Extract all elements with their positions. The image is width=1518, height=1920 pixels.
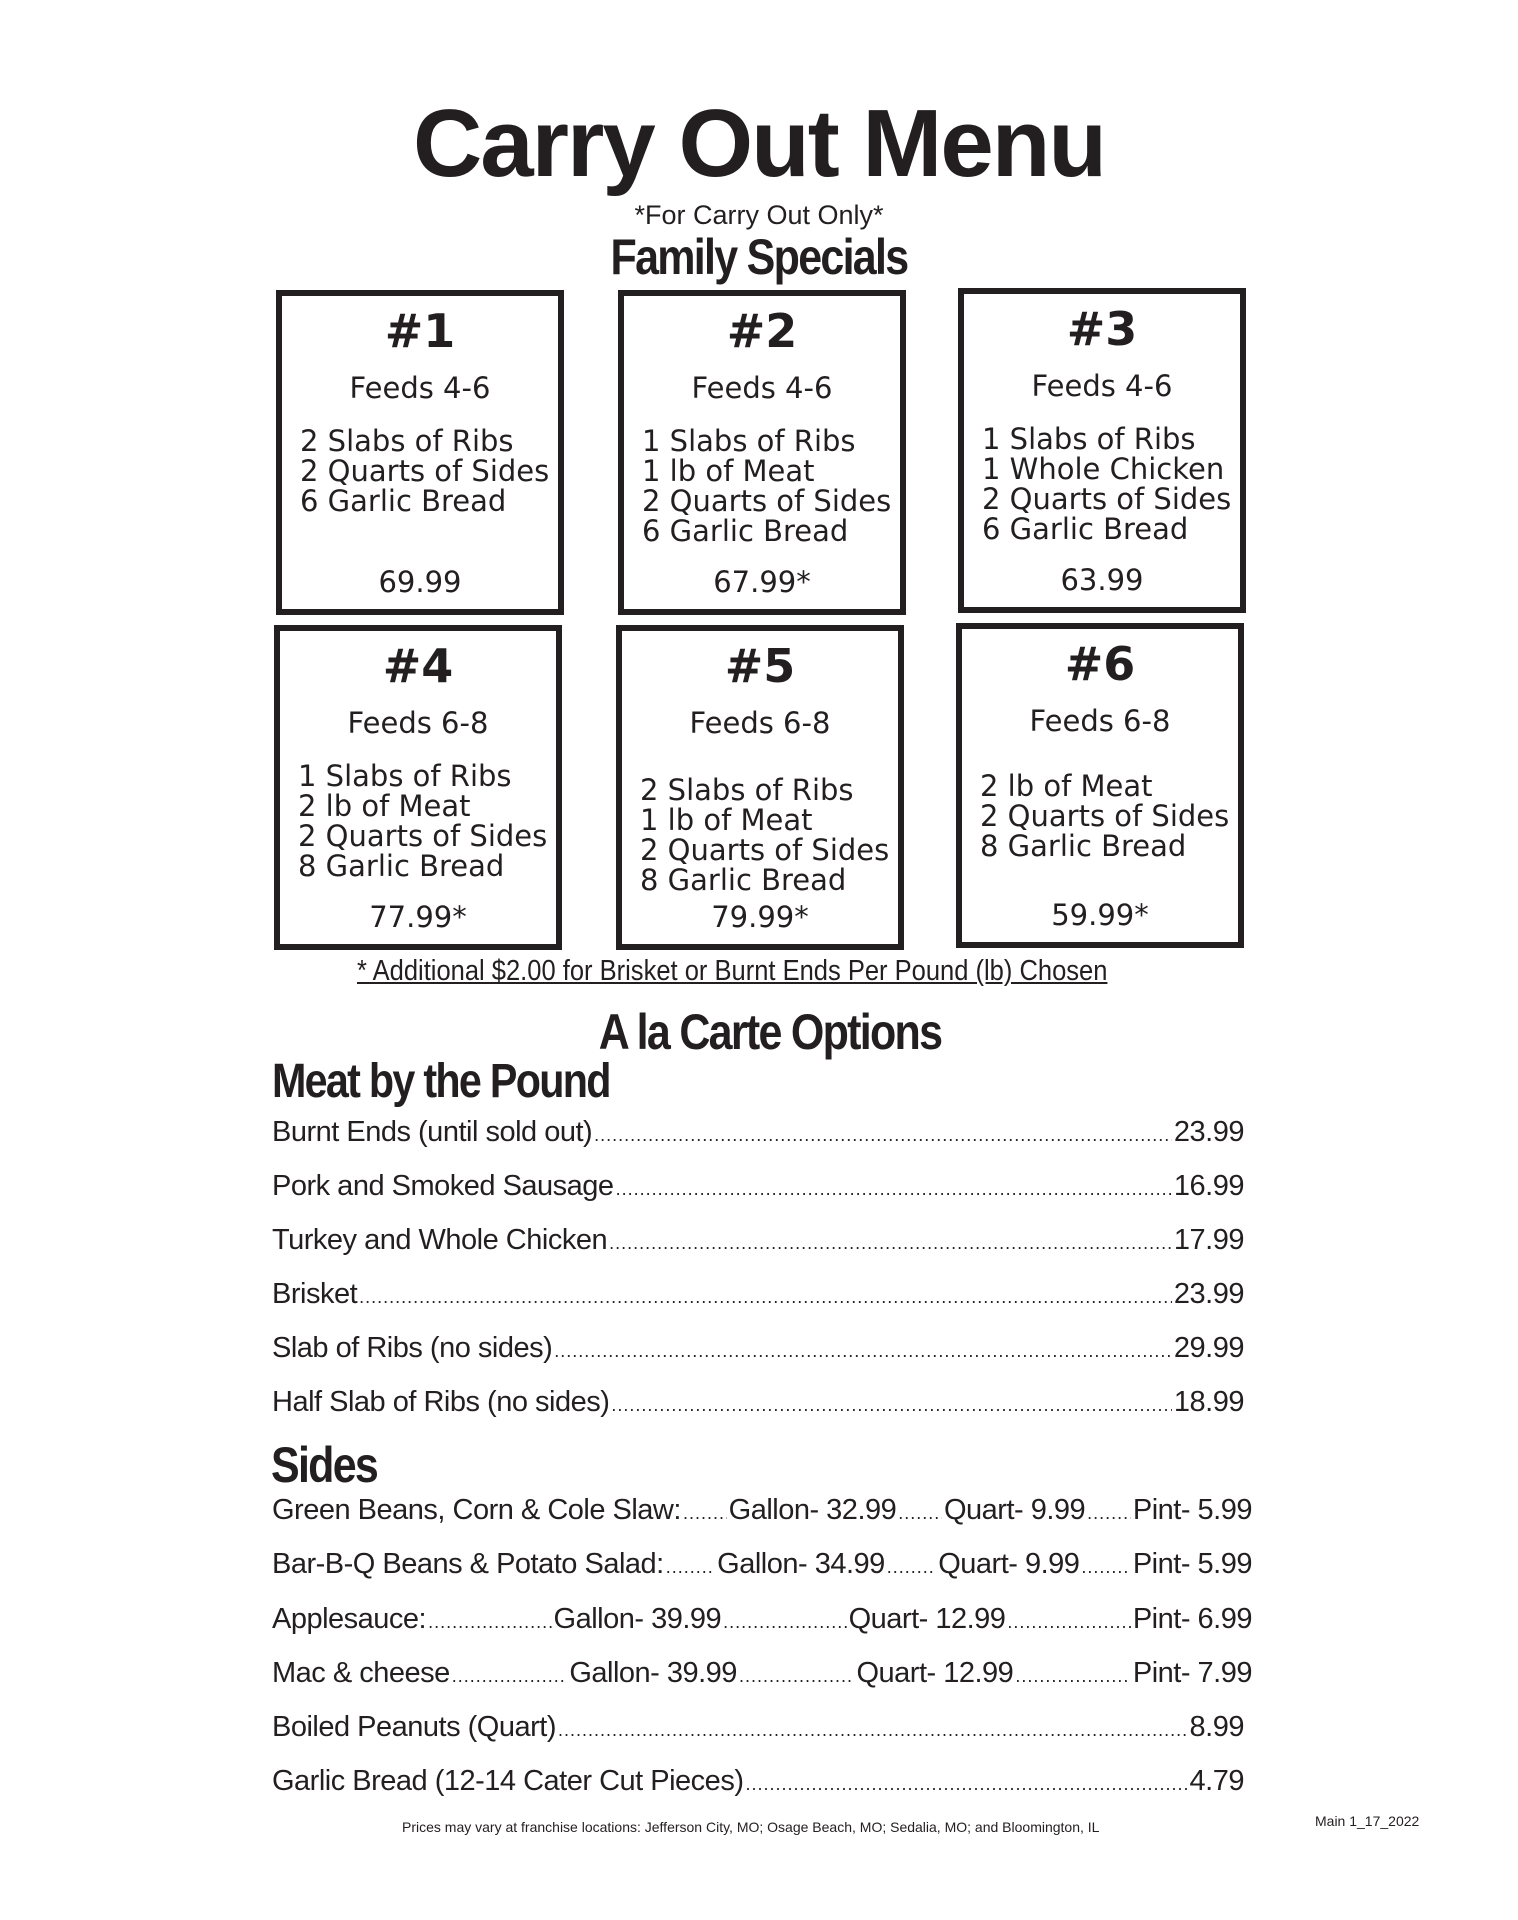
pint-price: Pint- 6.99 [1132,1603,1252,1635]
a-la-carte-heading: A la Carte Options [598,1004,942,1060]
special-item: 1 Whole Chicken [982,452,1225,486]
specials-footnote: * Additional $2.00 for Brisket or Burnt Ends Per Pound (lb) Chosen [357,955,1108,987]
leader-dots [554,1342,1172,1360]
quart-price: Quart- 9.99 [938,1548,1080,1580]
version-label: Main 1_17_2022 [1315,1813,1420,1829]
special-item: 8 Garlic Bread [980,829,1187,863]
item-label: Pork and Smoked Sausage [272,1170,614,1202]
page-title: Carry Out Menu [412,90,1106,197]
leader-dots [1081,1558,1130,1576]
item-price: 8.99 [1189,1711,1244,1743]
special-card-5 [616,625,904,950]
item-label: Applesauce: [272,1603,427,1635]
menu-row [272,1767,1244,1796]
leader-dots [683,1504,727,1522]
special-card-4 [274,625,562,950]
special-item: 2 lb of Meat [980,769,1153,803]
item-label: Boiled Peanuts (Quart) [272,1711,556,1743]
special-item: 2 lb of Meat [298,789,471,823]
leader-dots [1007,1613,1130,1631]
special-feeds: Feeds 6-8 [689,706,831,740]
special-price: 63.99 [1060,563,1144,597]
special-items [300,426,549,516]
side-row [272,1550,1252,1579]
leader-dots [745,1775,1187,1793]
quart-price: Quart- 12.99 [856,1657,1014,1689]
item-label: Turkey and Whole Chicken [272,1224,608,1256]
leader-dots [359,1288,1172,1306]
franchise-disclaimer: Prices may vary at franchise locations: Jefferson City, MO; Osage Beach, MO; Sedalia, MO; and Bloomington, IL [402,1819,1100,1835]
special-item: 1 lb of Meat [640,803,813,837]
special-item: 2 Quarts of Sides [982,482,1232,516]
gallon-price: Gallon- 34.99 [717,1548,885,1580]
menu-row [272,1118,1244,1147]
page-subtitle: *For Carry Out Only* [634,200,884,230]
leader-dots [558,1721,1188,1739]
leader-dots [898,1504,942,1522]
family-specials-heading: Family Specials [610,229,908,285]
special-item: 2 Slabs of Ribs [640,773,854,807]
special-item: 1 Slabs of Ribs [298,759,512,793]
special-item: 2 Quarts of Sides [300,454,550,488]
gallon-price: Gallon- 39.99 [553,1603,722,1635]
special-number: #2 [726,304,798,358]
special-feeds: Feeds 4-6 [349,371,491,405]
special-number: #1 [384,304,456,358]
special-items [982,424,1231,544]
meat-section-heading: Meat by the Pound [272,1055,610,1108]
special-feeds: Feeds 6-8 [347,706,489,740]
side-row [272,1496,1252,1525]
leader-dots [594,1126,1172,1144]
special-card-1 [276,290,564,615]
special-card-6 [956,623,1244,948]
menu-row [272,1172,1244,1201]
menu-row [272,1713,1244,1742]
special-item: 6 Garlic Bread [642,514,849,548]
leader-dots [1087,1504,1131,1522]
quart-price: Quart- 9.99 [943,1494,1086,1526]
item-price: 16.99 [1173,1170,1244,1202]
gallon-price: Gallon- 39.99 [569,1657,737,1689]
item-label: Burnt Ends (until sold out) [272,1116,593,1148]
special-feeds: Feeds 4-6 [1031,369,1173,403]
item-label: Half Slab of Ribs (no sides) [272,1386,610,1418]
special-items [298,761,547,881]
special-price: 69.99 [378,565,462,599]
special-items [640,775,889,895]
special-items [642,426,891,546]
special-item: 2 Quarts of Sides [640,833,890,867]
special-item: 2 Quarts of Sides [298,819,548,853]
special-card-3 [958,288,1246,613]
special-card-2 [618,290,906,615]
leader-dots [739,1667,855,1685]
special-number: #4 [382,639,454,693]
special-number: #6 [1064,637,1136,691]
special-item: 2 Quarts of Sides [642,484,892,518]
special-item: 1 Slabs of Ribs [642,424,856,458]
side-row [272,1659,1252,1688]
special-number: #5 [724,639,796,693]
special-price: 77.99* [369,900,467,934]
item-price: 4.79 [1189,1765,1244,1797]
side-row [272,1605,1252,1634]
special-feeds: Feeds 6-8 [1029,704,1171,738]
item-price: 29.99 [1173,1332,1244,1364]
special-item: 1 lb of Meat [642,454,815,488]
menu-row [272,1226,1244,1255]
special-item: 8 Garlic Bread [640,863,847,897]
leader-dots [1015,1667,1131,1685]
special-price: 67.99* [713,565,811,599]
menu-row [272,1388,1244,1417]
pint-price: Pint- 5.99 [1132,1494,1252,1526]
item-price: 23.99 [1173,1278,1244,1310]
special-item: 2 Quarts of Sides [980,799,1230,833]
leader-dots [452,1667,568,1685]
special-price: 59.99* [1051,898,1149,932]
item-price: 18.99 [1173,1386,1244,1418]
special-item: 8 Garlic Bread [298,849,505,883]
item-label: Slab of Ribs (no sides) [272,1332,553,1364]
special-item: 2 Slabs of Ribs [300,424,514,458]
leader-dots [723,1613,846,1631]
special-item: 6 Garlic Bread [300,484,507,518]
special-items [980,771,1229,861]
sides-section-heading: Sides [271,1437,378,1493]
special-feeds: Feeds 4-6 [691,371,833,405]
item-price: 17.99 [1173,1224,1244,1256]
leader-dots [616,1180,1172,1198]
special-item: 1 Slabs of Ribs [982,422,1196,456]
menu-row [272,1280,1244,1309]
leader-dots [887,1558,936,1576]
special-item: 6 Garlic Bread [982,512,1189,546]
quart-price: Quart- 12.99 [848,1603,1006,1635]
leader-dots [666,1558,715,1576]
leader-dots [611,1396,1172,1414]
pint-price: Pint- 5.99 [1132,1548,1252,1580]
item-label: Mac & cheese [272,1657,450,1689]
item-price: 23.99 [1173,1116,1244,1148]
menu-row [272,1334,1244,1363]
gallon-price: Gallon- 32.99 [728,1494,897,1526]
special-number: #3 [1066,302,1138,356]
item-label: Garlic Bread (12-14 Cater Cut Pieces) [272,1765,744,1797]
leader-dots [609,1234,1172,1252]
pint-price: Pint- 7.99 [1132,1657,1252,1689]
item-label: Brisket [272,1278,358,1310]
item-label: Green Beans, Corn & Cole Slaw: [272,1494,681,1526]
special-price: 79.99* [711,900,809,934]
item-label: Bar-B-Q Beans & Potato Salad: [272,1548,664,1580]
leader-dots [428,1613,551,1631]
